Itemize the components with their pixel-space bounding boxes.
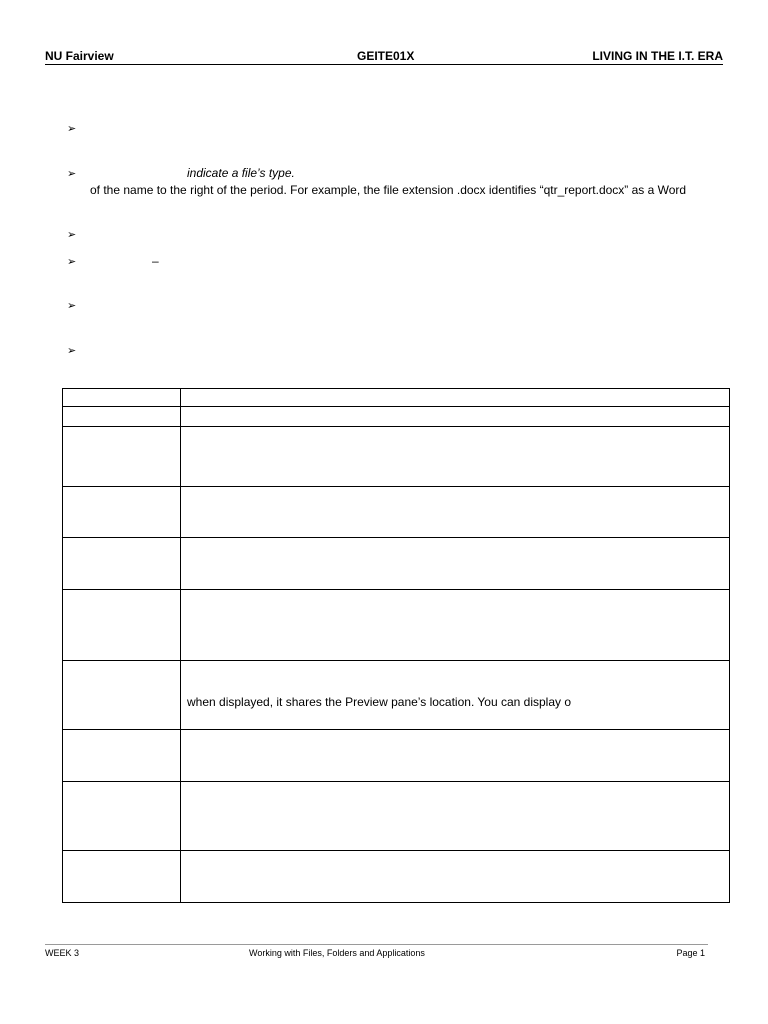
header-course-title: LIVING IN THE I.T. ERA xyxy=(592,49,723,63)
content-table xyxy=(62,388,730,903)
table-row xyxy=(63,590,730,661)
table-cell xyxy=(181,782,730,851)
dash-text: – xyxy=(152,254,159,268)
footer-divider xyxy=(45,944,708,945)
table-cell xyxy=(181,538,730,590)
table-cell xyxy=(181,427,730,487)
table-cell xyxy=(181,851,730,903)
preview-pane-text: when displayed, it shares the Preview pane’s location. You can display o xyxy=(187,695,572,709)
table-cell xyxy=(63,407,181,427)
table-row xyxy=(63,851,730,903)
file-extension-text: of the name to the right of the period. For example, the file extension .docx identifies “qtr_report.docx” as a Word xyxy=(90,183,687,197)
table-row xyxy=(63,782,730,851)
bullet-arrow-icon: ➢ xyxy=(67,300,77,312)
table-row xyxy=(63,538,730,590)
table-cell xyxy=(63,389,181,407)
table-cell xyxy=(63,538,181,590)
table-cell xyxy=(63,730,181,782)
page-header xyxy=(45,48,723,65)
table-cell xyxy=(181,389,730,407)
bullet-arrow-icon: ➢ xyxy=(67,123,77,135)
table-row xyxy=(63,389,730,407)
table-cell xyxy=(63,487,181,538)
table-cell xyxy=(181,661,730,730)
table-cell xyxy=(181,590,730,661)
footer-week: WEEK 3 xyxy=(45,948,80,958)
table-cell xyxy=(63,851,181,903)
table-row xyxy=(63,487,730,538)
table-cell xyxy=(181,730,730,782)
bullet-arrow-icon: ➢ xyxy=(67,256,77,268)
bullet-arrow-icon: ➢ xyxy=(67,168,77,180)
table-row xyxy=(63,661,730,730)
footer-topic: Working with Files, Folders and Applications xyxy=(249,948,425,958)
table-cell xyxy=(63,590,181,661)
footer-page-number: Page 1 xyxy=(676,948,705,958)
table-row xyxy=(63,407,730,427)
table-cell xyxy=(63,661,181,730)
bullet-arrow-icon: ➢ xyxy=(67,229,77,241)
file-type-italic-text: indicate a file’s type. xyxy=(187,166,295,180)
table-cell xyxy=(181,487,730,538)
table-cell xyxy=(181,407,730,427)
table-cell xyxy=(63,427,181,487)
table-row xyxy=(63,730,730,782)
header-course-code: GEITE01X xyxy=(357,49,415,63)
table-row xyxy=(63,427,730,487)
header-school: NU Fairview xyxy=(45,49,114,63)
bullet-arrow-icon: ➢ xyxy=(67,345,77,357)
table-cell xyxy=(63,782,181,851)
